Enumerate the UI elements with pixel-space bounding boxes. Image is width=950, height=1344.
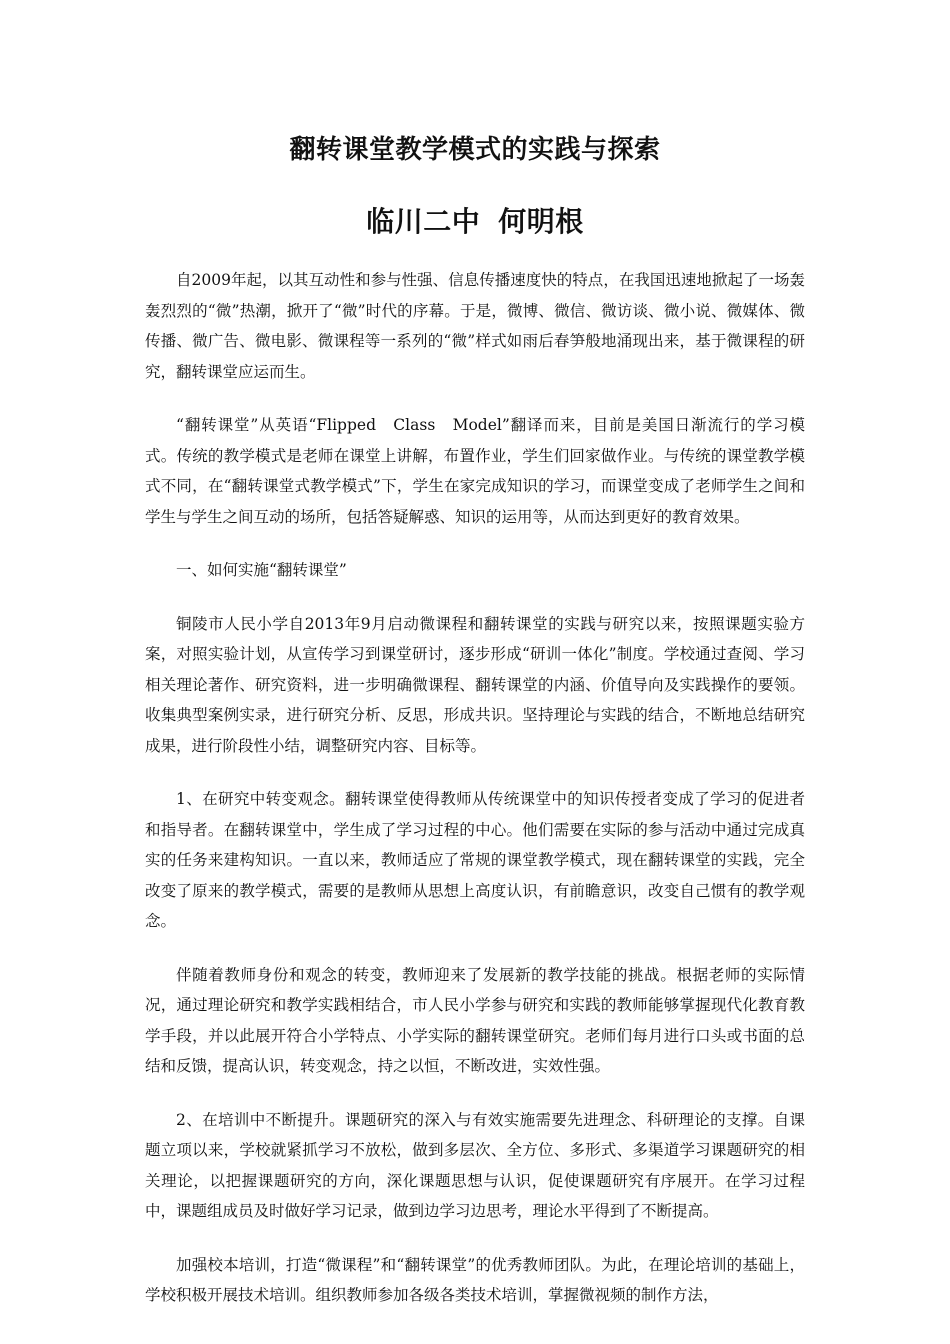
document-body bbox=[145, 265, 805, 1311]
paragraph-point-2: 2、在培训中不断提升。课题研究的深入与有效实施需要先进理念、科研理论的支撑。自课题立项以来，学校就紧抓学习不放松，做到多层次、全方位、多形式、多渠道学习课题研究的相关理论，以把握课题研究的方向，深化课题思想与认识，促使课题研究有序展开。在学习过程中，课题组成员及时做好学习记录，做到边学习边思考，理论水平得到了不断提高。 bbox=[145, 1110, 805, 1220]
author-line bbox=[0, 205, 950, 239]
author-name: 何明根 bbox=[498, 205, 584, 238]
paragraph-flipped-definition: “翻转课堂”从英语“Flipped Class Model”翻译而来，目前是美国日渐流行的学习模式。传统的教学模式是老师在课堂上讲解，布置作业，学生们回家做作业。与传统的课堂教学模式不同，在“翻转课堂式教学模式”下，学生在家完成知识的学习，而课堂变成了老师学生之间和学生与学生之间互动的场所，包括答疑解惑、知识的运用等，从而达到更好的教育效果。 bbox=[145, 416, 805, 526]
paragraph-point-1: 1、在研究中转变观念。翻转课堂使得教师从传统课堂中的知识传授者变成了学习的促进者和指导者。在翻转课堂中，学生成了学习过程的中心。他们需要在实际的参与活动中通过完成真实的任务来建构知识。一直以来，教师适应了常规的课堂教学模式，现在翻转课堂的实践，完全改变了原来的教学模式，需要的是教师从思想上高度认识，有前瞻意识，改变自己惯有的教学观念。 bbox=[145, 790, 805, 930]
paragraph-teacher-skills: 伴随着教师身份和观念的转变，教师迎来了发展新的教学技能的挑战。根据老师的实际情况，通过理论研究和教学实践相结合，市人民小学参与研究和实践的教师能够掌握现代化教育教学手段，并以此展开符合小学特点、小学实际的翻转课堂研究。老师们每月进行口头或书面的总结和反馈，提高认识，转变观念，持之以恒，不断改进，实效性强。 bbox=[145, 965, 805, 1075]
paragraph-school-practice: 铜陵市人民小学自2013年9月启动微课程和翻转课堂的实践与研究以来，按照课题实验方案，对照实验计划，从宣传学习到课堂研讨，逐步形成“研训一体化”制度。学校通过查阅、学习相关理论著作、研究资料，进一步明确微课程、翻转课堂的内涵、价值导向及实践操作的要领。收集典型案例实录，进行研究分析、反思，形成共识。坚持理论与实践的结合，不断地总结研究成果，进行阶段性小结，调整研究内容、目标等。 bbox=[145, 614, 805, 755]
author-school: 临川二中 bbox=[366, 205, 481, 238]
section-heading: 一、如何实施“翻转课堂” bbox=[176, 561, 347, 579]
paragraph-training: 加强校本培训，打造“微课程”和“翻转课堂”的优秀教师团队。为此，在理论培训的基础上，学校积极开展技术培训。组织教师参加各级各类技术培训，掌握微视频的制作方法， bbox=[145, 1255, 805, 1304]
document-title: 翻转课堂教学模式的实践与探索 bbox=[289, 135, 661, 165]
paragraph-intro: 自2009年起，以其互动性和参与性强、信息传播速度快的特点，在我国迅速地掀起了一场轰轰烈烈的“微”热潮，掀开了“微”时代的序幕。于是，微博、微信、微访谈、微小说、微媒体、微传播、微广告、微电影、微课程等一系列的“微”样式如雨后春笋般地涌现出来，基于微课程的研究，翻转课堂应运而生。 bbox=[145, 271, 805, 381]
